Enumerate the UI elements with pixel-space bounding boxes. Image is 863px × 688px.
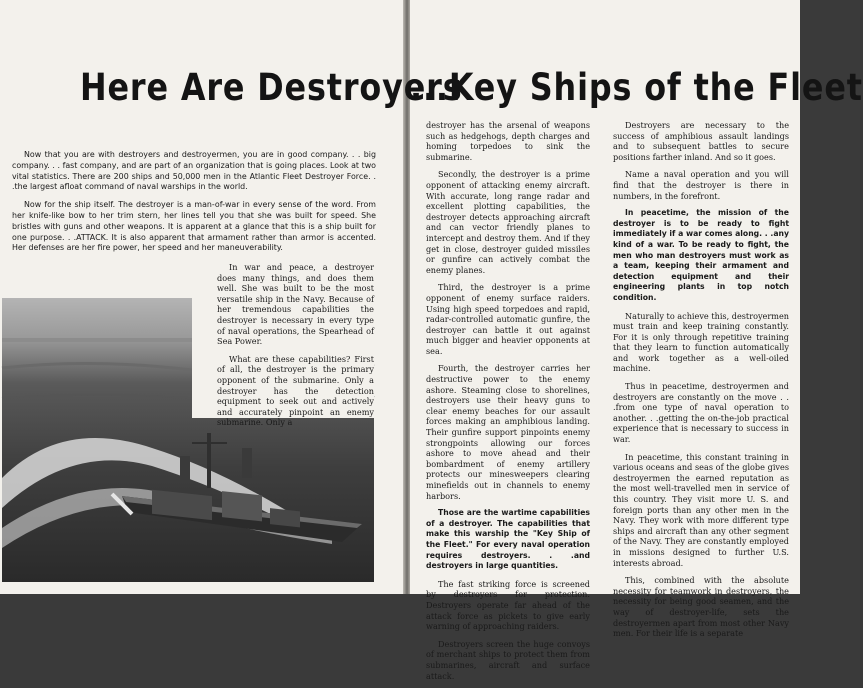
left-column-text	[217, 262, 374, 435]
body-paragraph: Destroyers screen the huge convoys of merchant ships to protect them from submarines, aircraft and surface attack.	[426, 638, 590, 681]
body-paragraph: Thus in peacetime, destroyermen and destroyers are constantly on the move . . .from one type of naval operation to another. . .getting the on-the-job practical experience that is necessary to success in war.	[613, 381, 789, 445]
headline-right: ...Key Ships of the Fleet	[410, 66, 863, 109]
left-page	[0, 0, 404, 594]
body-paragraph: Fourth, the destroyer carries her destructive power to the enemy ashore. Steaming close to shorelines, destroyers use their heavy guns to clear enemy beaches for our assault forces making an amphibious landing. Their gunfire support pinpoints enemy strongpoints allowing our forces ashore to move ahead and their bombardment of enemy artillery protects our minesweepers clearing minefields out in channels to enemy harbors.	[426, 363, 590, 501]
body-paragraph: The fast striking force is screened by destroyers for protection. Destroyers operate far ahead of the attack force as pickets to give early warning of approaching raiders.	[426, 578, 590, 632]
body-paragraph: In war and peace, a destroyer does many things, and does them well. She was built to be the most versatile ship in the Navy. Because of her tremendous capabilities the destroyer is necessary in every type of naval operations, the Spearhead of Sea Power.	[217, 262, 374, 347]
body-paragraph: Third, the destroyer is a prime opponent of enemy surface raiders. Using high speed torpedoes and rapid, radar-controlled automatic gunfire, the destroyer can battle it out against much bigger and heavier opponents at sea.	[426, 282, 590, 356]
intro-paragraph: Now for the ship itself. The destroyer is a man-of-war in every sense of the word. From her knife-like bow to her trim stern, her lines tell you that she was built for speed. She bristles with guns and other weapons. It is apparent at a glance that this is a ship built for one purpose. . .ATTACK. It is also apparent that armament rather than armor is accented. Her defenses are her fire power, her speed and her maneuverability.	[12, 200, 376, 253]
emphasis-paragraph: In peacetime, the mission of the destroyer is to be ready to fight immediately if a war comes along. . .any kind of a war. To be ready to fight, the men who man destroyers must work as a team, keeping their armament and detection equipment and their engineering plants in top notch condition.	[613, 208, 789, 302]
body-paragraph: Destroyers are necessary to the success of amphibious assault landings and to subsequent battles to secure positions farther inland. And so it goes.	[613, 120, 789, 162]
body-paragraph: Secondly, the destroyer is a prime opponent of attacking enemy aircraft. With accurate, long range radar and excellent plotting capabilities, the destroyer detects approaching aircraft and can vector friendly planes to intercept and destroy them. And if they get in close, destroyer guided missiles or gunfire can actively combat the enemy planes.	[426, 169, 590, 275]
right-column-text	[613, 120, 789, 646]
headline-left: Here Are Destroyers	[80, 66, 463, 109]
right-page	[410, 0, 800, 681]
body-paragraph: In peacetime, this constant training in various oceans and seas of the globe gives destroyermen the earned reputation as the most well-travelled men in service of this country. They visit more U. S. and foreign ports than any other men in the Navy. They work with more different type ships and aircraft than any other segment of the Navy. They are constantly employed in missions designed to further U.S. interests abroad.	[613, 451, 789, 568]
body-paragraph: What are these capabilities? First of all, the destroyer is the primary opponent of the submarine. Only a destroyer has the detection equipment to seek out and actively and accurately pinpoint an enemy submarine. Only a	[217, 353, 374, 428]
body-paragraph: Naturally to achieve this, destroyermen must train and keep training constantly. For it is only through repetitive training that they learn to function automatically and work together as a well-oiled machine.	[613, 310, 789, 374]
center-column-text	[426, 120, 590, 688]
emphasis-paragraph: Those are the wartime capabilities of a destroyer. The capabilities that make this warship the "Key Ship of the Fleet." For every naval operation requires destroyers. . .and destroyers in large quantities.	[426, 508, 590, 571]
body-paragraph: Name a naval operation and you will find that the destroyer is there in numbers, in the forefront.	[613, 169, 789, 201]
intro-text	[12, 150, 376, 261]
body-paragraph: This, combined with the absolute necessity for teamwork in destroyers, the necessity for being good seamen, and the way of destroyer-life, sets the destroyermen apart from most other Navy men. For their life is a separate	[613, 575, 789, 639]
intro-paragraph: Now that you are with destroyers and destroyermen, you are in good company. . . big company. . . fast company, and are part of an organization that is going places. Look at two vital statistics. There are 200 ships and 50,000 men in the Atlantic Fleet Destroyer Force. . .the largest afloat command of naval warships in the world.	[12, 150, 376, 192]
body-paragraph: destroyer has the arsenal of weapons such as hedgehogs, depth charges and homing torpedoes to sink the submarine.	[426, 120, 590, 162]
